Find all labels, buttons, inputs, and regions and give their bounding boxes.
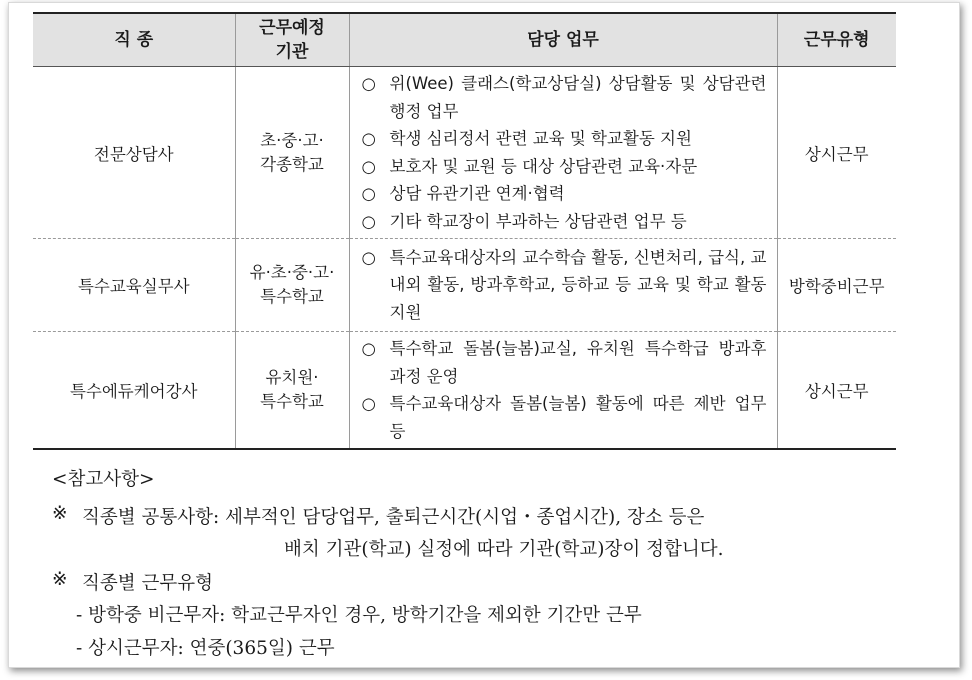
bullet-icon: ○ bbox=[361, 394, 376, 413]
table-row bbox=[33, 67, 896, 239]
job-table bbox=[33, 12, 896, 450]
bullet-icon: ○ bbox=[361, 156, 376, 176]
bullet-icon: ○ bbox=[361, 74, 376, 93]
table-row bbox=[33, 332, 896, 450]
table-header-row bbox=[33, 13, 896, 67]
type-note-title: 직종별 근무유형 bbox=[82, 573, 213, 594]
duty-item: ○ 상담 유관기관 연계·협력 bbox=[362, 180, 767, 208]
duty-cell bbox=[349, 239, 777, 332]
duty-cell bbox=[349, 67, 777, 239]
duty-item: ○ 특수교육대상자 돌봄(늘봄) 활동에 따른 제반 업무 등 bbox=[362, 390, 767, 445]
type-note-mark: ※ bbox=[52, 569, 68, 590]
duty-cell bbox=[349, 332, 777, 450]
common-note-mark: ※ bbox=[52, 503, 68, 524]
duty-item: ○ 학생 심리정서 관련 교육 및 학교활동 지원 bbox=[362, 125, 767, 153]
work-type: 상시근무 bbox=[777, 67, 896, 239]
duty-item: ○ 보호자 및 교원 등 대상 상담관련 교육·자문 bbox=[362, 153, 767, 181]
header-duty: 담당 업무 bbox=[349, 13, 777, 67]
type-note-item: - 상시근무자: 연중(365일) 근무 bbox=[76, 638, 335, 659]
duty-item: ○ 특수교육대상자의 교수학습 활동, 신변처리, 급식, 교내외 활동, 방과후학교, 등하교 등 교육 및 학교 활동 지원 bbox=[362, 244, 767, 327]
work-org: 유치원· 특수학교 bbox=[235, 332, 349, 450]
work-type: 상시근무 bbox=[777, 332, 896, 450]
bullet-icon: ○ bbox=[361, 129, 376, 148]
common-note-text-cont: 배치 기관(학교) 실정에 따라 기관(학교)장이 정합니다. bbox=[284, 539, 724, 560]
job-name: 특수에듀케어강사 bbox=[33, 332, 235, 450]
bullet-icon: ○ bbox=[361, 247, 376, 267]
header-job: 직 종 bbox=[33, 13, 235, 67]
work-org: 유·초·중·고· 특수학교 bbox=[235, 239, 349, 332]
table-row bbox=[33, 239, 896, 332]
job-name: 특수교육실무사 bbox=[33, 239, 235, 332]
duty-item: ○ 특수학교 돌봄(늘봄)교실, 유치원 특수학급 방과후 과정 운영 bbox=[362, 335, 767, 390]
common-note-text: 직종별 공통사항: 세부적인 담당업무, 출퇴근시간(시업・종업시간), 장소 등은 bbox=[82, 507, 705, 528]
bullet-icon: ○ bbox=[361, 211, 376, 231]
duty-item: ○ 기타 학교장이 부과하는 상담관련 업무 등 bbox=[362, 208, 767, 236]
work-org: 초·중·고· 각종학교 bbox=[235, 67, 349, 239]
type-note-item: - 방학중 비근무자: 학교근무자인 경우, 방학기간을 제외한 기간만 근무 bbox=[76, 605, 642, 626]
job-name: 전문상담사 bbox=[33, 67, 235, 239]
work-type: 방학중비근무 bbox=[777, 239, 896, 332]
bullet-icon: ○ bbox=[361, 339, 376, 358]
header-org: 근무예정 기관 bbox=[235, 13, 349, 67]
duty-item: ○ 위(Wee) 클래스(학교상담실) 상담활동 및 상담관련 행정 업무 bbox=[362, 70, 767, 125]
bullet-icon: ○ bbox=[361, 184, 376, 203]
header-type: 근무유형 bbox=[777, 13, 896, 67]
notes-heading: <참고사항> bbox=[52, 469, 155, 490]
